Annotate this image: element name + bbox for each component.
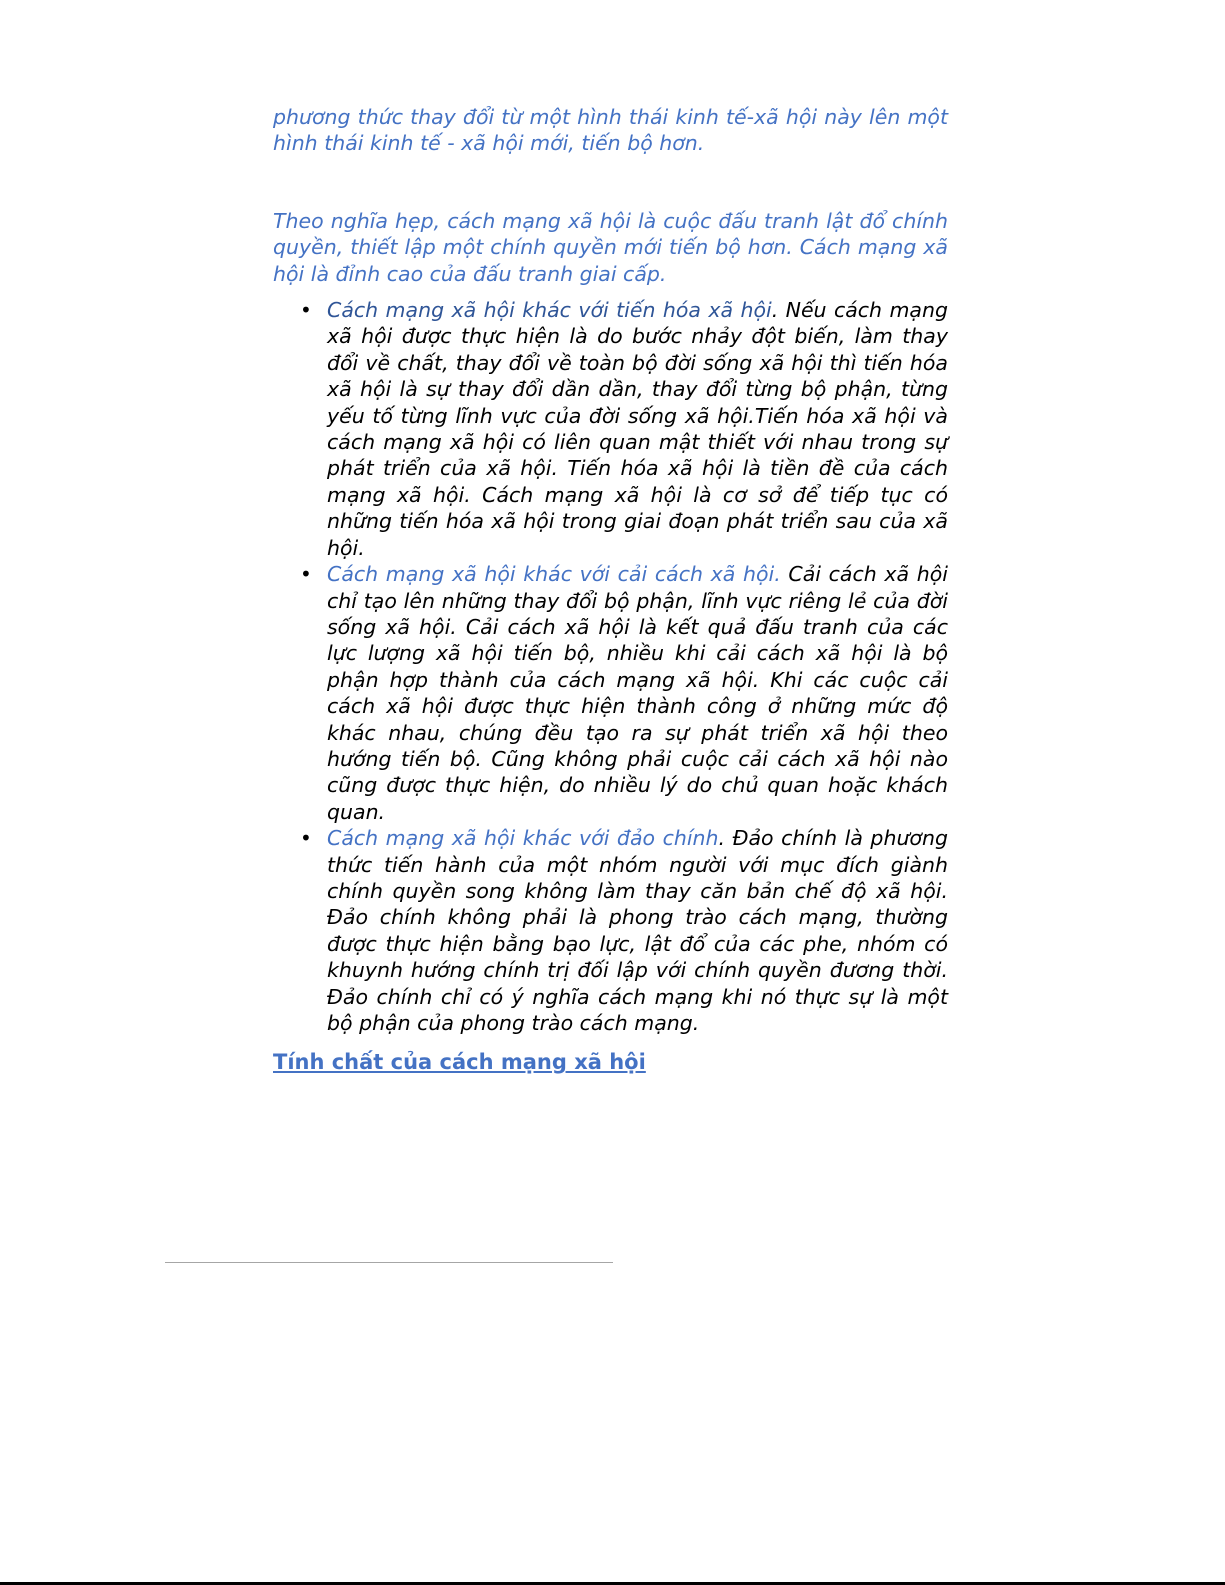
bullet-icon: • (300, 562, 312, 587)
section-heading-link[interactable]: Tính chất của cách mạng xã hội (273, 1050, 646, 1075)
continuation-paragraph: phương thức thay đổi từ một hình thái kinh tế-xã hội này lên một hình thái kinh tế - xã hội mới, tiến bộ hơn. (273, 105, 948, 156)
narrow-sense-paragraph: Theo nghĩa hẹp, cách mạng xã hội là cuộc đấu tranh lật đổ chính quyền, thiết lập một chính quyền mới tiến bộ hơn. Cách mạng xã hội là đỉnh cao của đấu tranh giai cấp. (273, 208, 948, 286)
list-item-lead: Cách mạng xã hội khác với đảo chính (327, 826, 719, 851)
bullet-icon: • (300, 298, 312, 323)
list-item (300, 561, 948, 825)
bullet-icon: • (300, 826, 312, 851)
list-item-body: Cải cách xã hội chỉ tạo lên những thay đổi bộ phận, lĩnh vực riêng lẻ của đời sống xã hội. Cải cách xã hội là kết quả đấu tranh của các lực lượng xã hội tiến bộ, nhiều khi cải cách xã hội là bộ phận hợp thành của cách mạng xã hội. Khi các cuộc cải cách xã hội được thực hiện thành công ở những mức độ khác nhau, chúng đều tạo ra sự phát triển xã hội theo hướng tiến bộ. Cũng không phải cuộc cải cách xã hội nào cũng được thực hiện, do nhiều lý do chủ quan hoặc khách quan. (327, 562, 948, 824)
list-item-lead: Cách mạng xã hội khác với tiến hóa xã hội (327, 298, 772, 323)
list-item-body: . Nếu cách mạng xã hội được thực hiện là do bước nhảy đột biến, làm thay đổi về chất, thay đổi về toàn bộ đời sống xã hội thì tiến hóa xã hội là sự thay đổi dần dần, thay đổi từng bộ phận, từng yếu tố từng lĩnh vực của đời sống xã hội.Tiến hóa xã hội và cách mạng xã hội có liên quan mật thiết với nhau trong sự phát triển của xã hội. Tiến hóa xã hội là tiền đề của cách mạng xã hội. Cách mạng xã hội là cơ sở để tiếp tục có những tiến hóa xã hội trong giai đoạn phát triển sau của xã hội. (327, 298, 948, 560)
comparison-list (273, 297, 948, 1036)
list-item-lead: Cách mạng xã hội khác với cải cách xã hội. (327, 562, 781, 587)
list-item (300, 825, 948, 1036)
page-content (273, 104, 948, 1076)
list-item-body: . Đảo chính là phương thức tiến hành của một nhóm người với mục đích giành chính quyền song không làm thay căn bản chế độ xã hội. Đảo chính không phải là phong trào cách mạng, thường được thực hiện bằng bạo lực, lật đổ của các phe, nhóm có khuynh hướng chính trị đối lập với chính quyền đương thời. Đảo chính chỉ có ý nghĩa cách mạng khi nó thực sự là một bộ phận của phong trào cách mạng. (327, 826, 948, 1035)
footnote-separator (165, 1262, 613, 1263)
list-item (300, 297, 948, 561)
